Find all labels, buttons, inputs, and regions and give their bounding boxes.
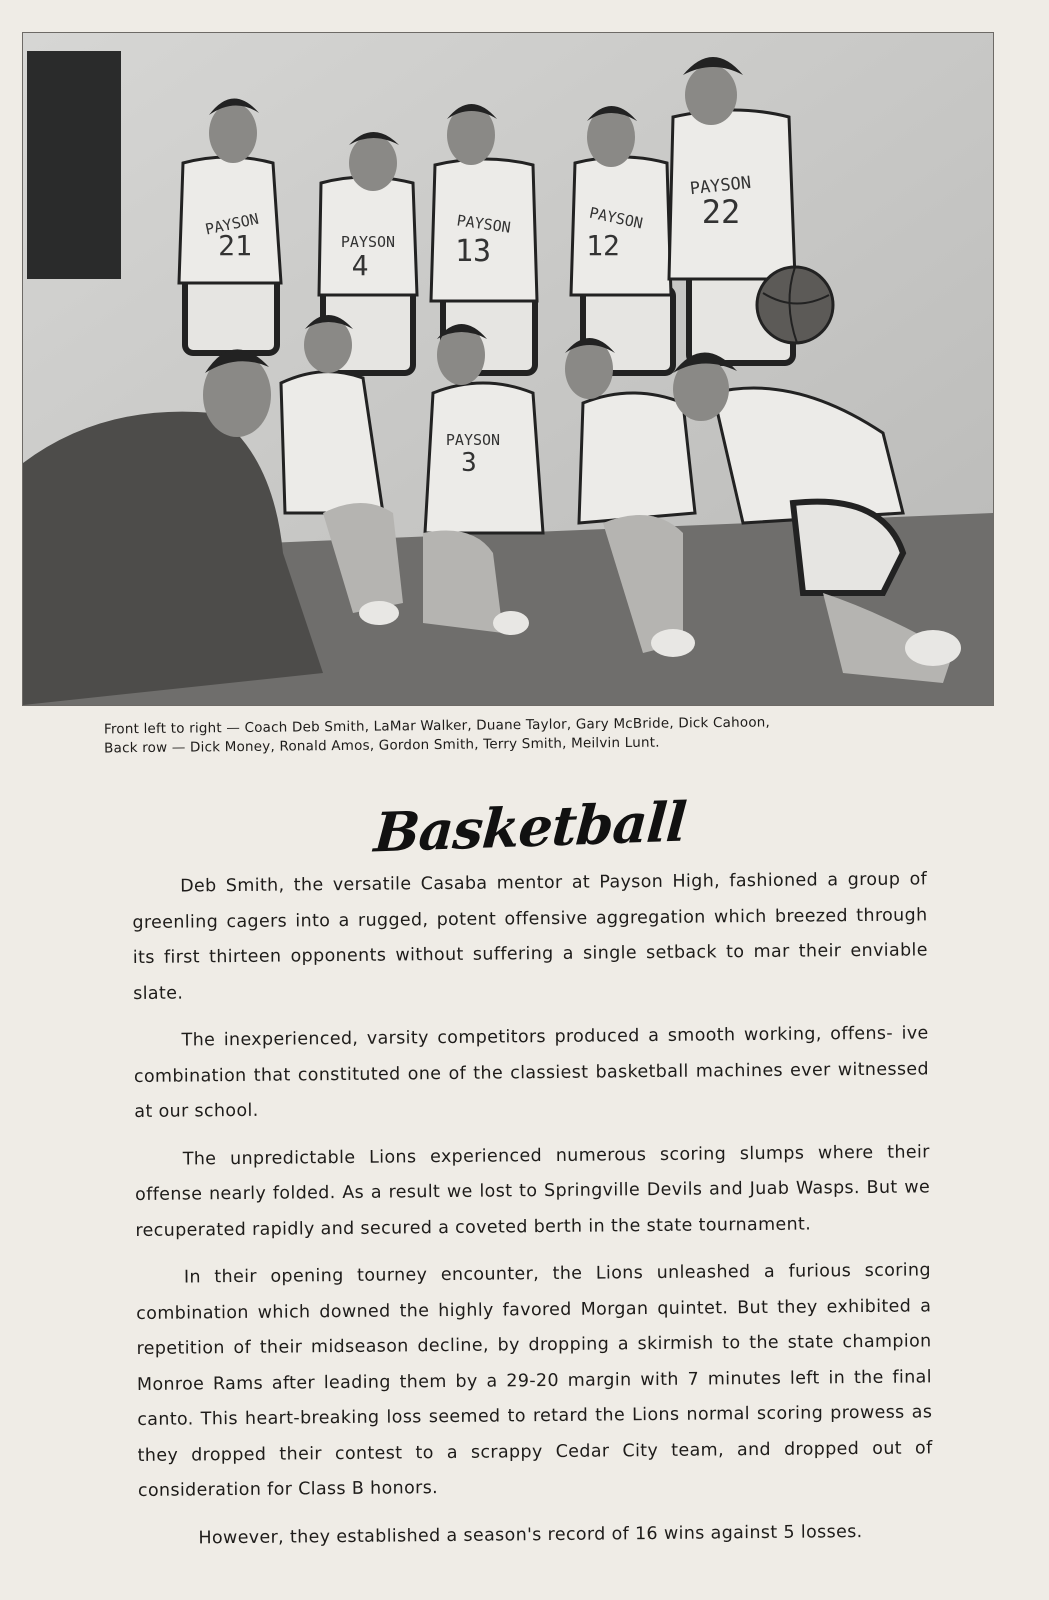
- jersey-text: PAYSON: [340, 233, 396, 251]
- basketball: [757, 267, 833, 343]
- paragraph: However, they established a season's record of 16 wins against 5 losses.: [198, 1521, 863, 1548]
- jersey-number: 3: [461, 448, 477, 478]
- page-title: Basketball: [372, 789, 688, 865]
- jersey-text: PAYSON: [587, 203, 645, 233]
- paragraph: In their opening tourney encounter, the Lions unleashed a furious scoring combination which downed the highly favored Morgan quintet. But they exhibited a repetition of their midseason decline, by dropping a skirmish to the state champion Monroe Rams after leading them by a 29-20 margin with 7 minutes left in the final canto. This heart-breaking loss seemed to retard the Lions normal scoring prowess as they dropped their contest to a scrappy Cedar City team, and dropped out of consideration for Class B honors.: [136, 1260, 933, 1501]
- paragraph: The inexperienced, varsity competitors produced a smooth working, offens- ive combination that constituted one of the classiest basketball machines ever witnessed at our school.: [133, 1023, 930, 1122]
- photo-caption: [104, 712, 954, 759]
- jersey-number: 13: [454, 234, 492, 269]
- jersey-number: 21: [218, 229, 252, 262]
- paragraph: Deb Smith, the versatile Casaba mentor at Payson High, fashioned a group of greenling cagers into a rugged, potent offensive aggregation which breezed through its first thirteen opponents without suffering a single setback to mar their enviable slate.: [132, 869, 928, 1004]
- jersey-number: 12: [586, 229, 620, 262]
- jersey-text: PAYSON: [445, 431, 501, 449]
- caption-front-row: Front left to right — Coach Deb Smith, LaMar Walker, Duane Taylor, Gary McBride, Dick Cahoon,: [103, 714, 771, 738]
- jersey-text: PAYSON: [455, 211, 512, 237]
- blackboard: [27, 51, 121, 279]
- team-photo: [22, 32, 994, 706]
- article-body: [132, 862, 934, 1569]
- caption-back-row: Back row — Dick Money, Ronald Amos, Gordon Smith, Terry Smith, Meilvin Lunt.: [104, 734, 660, 757]
- paragraph: The unpredictable Lions experienced numerous scoring slumps where their offense nearly folded. As a result we lost to Springville Devils and Juab Wasps. But we recuperated rapidly and secured a coveted berth in the state tournament.: [135, 1141, 931, 1241]
- jersey-text: PAYSON: [203, 209, 261, 239]
- jersey-text: PAYSON: [688, 172, 753, 200]
- jersey-number: 22: [701, 193, 741, 231]
- jersey-number: 4: [351, 249, 369, 282]
